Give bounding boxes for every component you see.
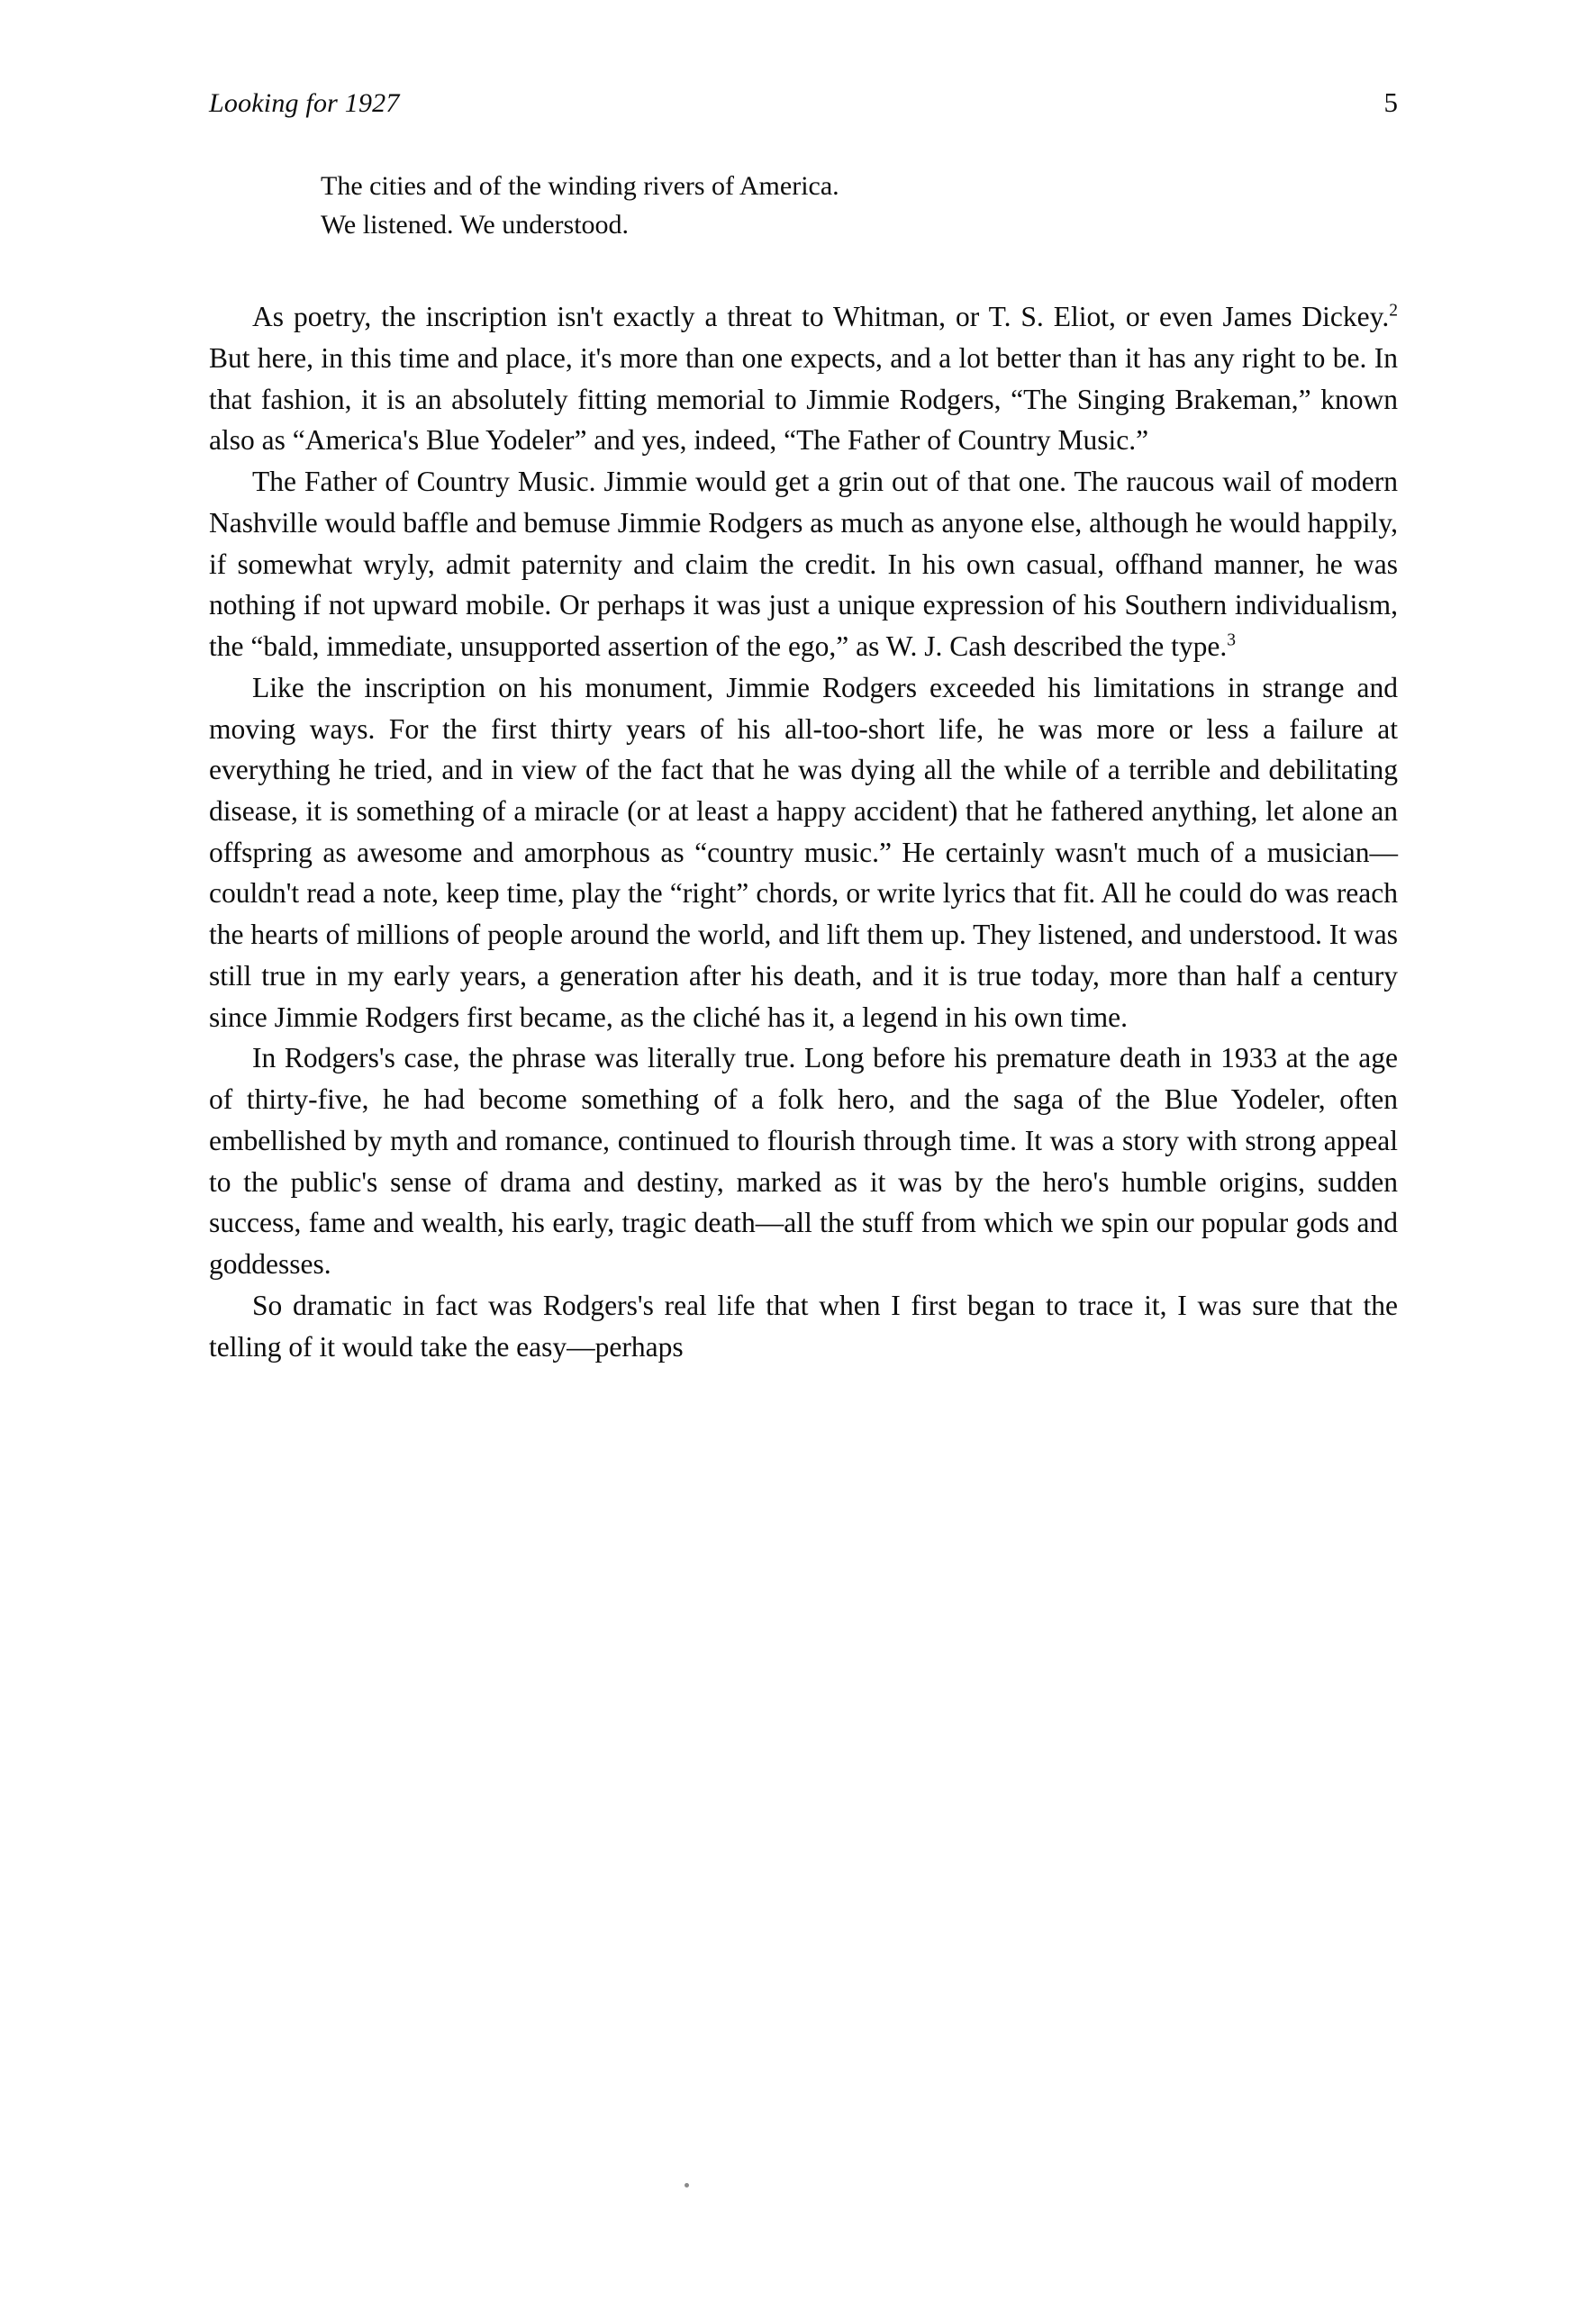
- epigraph-line-1: The cities and of the winding rivers of America.: [321, 171, 839, 201]
- stray-ink-mark: [685, 2183, 689, 2188]
- running-head: [209, 86, 1398, 119]
- epigraph-block: [209, 168, 1398, 244]
- running-head-title: Looking for 1927: [209, 88, 400, 118]
- footnote-marker: 3: [1227, 630, 1236, 650]
- paragraph-as-poetry: As poetry, the inscription isn't exactly a threat to Whitman, or T. S. Eliot, or even James Dickey.$^2$ But here, in this time and place, it's more than one expects, and a lot better than it has any right to be. In that fashion, it is an absolutely fitting memorial to Jimmie Rodgers, “The Singing Brakeman,” known also as “America's Blue Yodeler” and yes, indeed, “The Father of Country Music.”: [209, 301, 1398, 457]
- paragraph-in-rodgerss-case: In Rodgers's case, the phrase was literally true. Long before his premature death in 1933 at the age of thirty-five, he had become something of a folk hero, and the saga of the Blue Yodeler, often embellished by myth and romance, continued to flourish through time. It was a story with strong appeal to the public's sense of drama and destiny, marked as it was by the hero's humble origins, sudden success, fame and wealth, his early, tragic death—all the stuff from which we spin our popular gods and goddesses.: [209, 1042, 1398, 1281]
- body-text: [209, 296, 1398, 1367]
- page-content: [209, 86, 1398, 1367]
- footnote-marker: 2: [1389, 301, 1398, 321]
- paragraph-so-dramatic: So dramatic in fact was Rodgers's real life that when I first began to trace it, I was sure that the telling of it would take the easy—perhaps: [209, 1289, 1398, 1363]
- paragraph-like-the-inscription: Like the inscription on his monument, Jimmie Rodgers exceeded his limitations in strange and moving ways. For the first thirty years of his all-too-short life, he was more or less a failure at everything he tried, and in view of the fact that he was dying all the while of a terrible and debilitating disease, it is something of a miracle (or at least a happy accident) that he fathered anything, let alone an offspring as awesome and amorphous as “country music.” He certainly wasn't much of a musician—couldn't read a note, keep time, play the “right” chords, or write lyrics that fit. All he could do was reach the hearts of millions of people around the world, and lift them up. They listened, and understood. It was still true in my early years, a generation after his death, and it is true today, more than half a century since Jimmie Rodgers first became, as the cliché has it, a legend in his own time.: [209, 671, 1398, 1033]
- epigraph-line-2: We listened. We understood.: [321, 209, 630, 240]
- page-number: 5: [1383, 86, 1398, 118]
- paragraph-father-of-country-music: The Father of Country Music. Jimmie would get a grin out of that one. The raucous wail of modern Nashville would baffle and bemuse Jimmie Rodgers as much as anyone else, although he would happily, if somewhat wryly, admit paternity and claim the credit. In his own casual, offhand manner, he was nothing if not upward mobile. Or perhaps it was just a unique expression of his Southern individualism, the “bald, immediate, unsupported assertion of the ego,” as W. J. Cash described the type.$^3$: [209, 466, 1398, 663]
